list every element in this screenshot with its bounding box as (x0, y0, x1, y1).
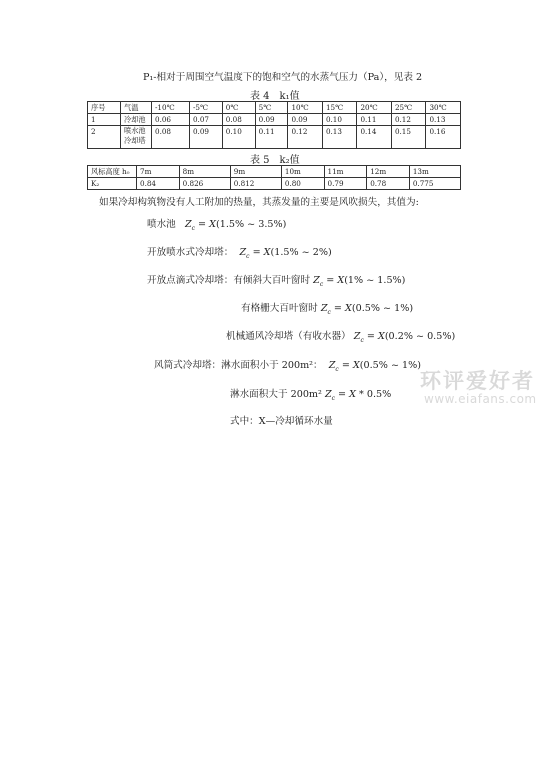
table4-header-cell: 20℃ (357, 102, 392, 114)
table-cell: 1 (88, 114, 121, 126)
formula-label: 淋水面积大于 200m² (230, 389, 322, 400)
table4-header-cell: 5℃ (255, 102, 288, 114)
table-cell: 0.12 (288, 126, 323, 149)
table-cell: 0.10 (322, 114, 357, 126)
table-row (88, 178, 461, 190)
formula-expr: * 0.5% (355, 389, 392, 400)
table4-header-cell: 0℃ (222, 102, 255, 114)
formula-expr: (0.5% ~ 1%) (351, 303, 414, 314)
formula-expr: (1% ~ 1.5%) (344, 275, 406, 286)
table-cell: 0.16 (426, 126, 461, 149)
table-cell: 0.10 (222, 126, 255, 149)
formula-label: 开放点滴式冷却塔：有倾斜大百叶窗时 (147, 275, 311, 286)
table4-header-cell: 气温 (121, 102, 152, 114)
formula-line (147, 272, 405, 288)
table4 (87, 101, 461, 149)
formula-lhs: $Z_c = X$ (353, 331, 385, 344)
table4-header-cell: 30℃ (426, 102, 461, 114)
table4-header-row (88, 102, 461, 114)
formula-label: 开放喷水式冷却塔： (147, 247, 234, 258)
formula-line (241, 300, 413, 316)
watermark-url: www.eiafans.com (424, 392, 537, 406)
table-cell: 0.08 (152, 126, 190, 149)
table-cell: 0.11 (255, 126, 288, 149)
table-cell: 0.09 (255, 114, 288, 126)
watermark-title: 环评爱好者 (420, 369, 535, 393)
table5-header-cell: 12m (367, 166, 410, 178)
table-cell: 0.06 (152, 114, 190, 126)
table-row (88, 114, 461, 126)
formula-label: 有格栅大百叶窗时 (241, 303, 318, 314)
formula-lhs: $Z_c = X$ (184, 219, 216, 232)
table-cell: 喷水池 冷却塔 (121, 126, 152, 149)
table4-caption: 表 4 k₁值 (250, 91, 300, 102)
formula-line (226, 328, 455, 344)
formula-expr: (1.5% ~ 3.5%) (215, 219, 287, 230)
formula-expr: (0.5% ~ 1%) (359, 360, 421, 371)
formula-lhs: $Z_c = X$ (313, 275, 345, 288)
note-line: 式中：X—冷却循环水量 (230, 416, 333, 427)
table-cell: 0.09 (288, 114, 323, 126)
table4-header-cell: -5℃ (189, 102, 222, 114)
formula-expr: (0.2% ~ 0.5%) (384, 331, 456, 342)
table4-header-cell: -10℃ (152, 102, 190, 114)
table4-header-cell: 15℃ (322, 102, 357, 114)
table5-header-cell: 风标高度 h₀ (88, 166, 137, 178)
table-cell: 0.15 (391, 126, 426, 149)
formula-label: 机械通风冷却塔（有收水器） (226, 331, 351, 342)
table-cell: 0.13 (322, 126, 357, 149)
table-cell: 0.09 (189, 126, 222, 149)
paragraph: 如果冷却构筑物没有人工附加的热量，其蒸发量的主要是风吹损失，其值为: (99, 197, 419, 208)
table5-header-cell: 9m (230, 166, 281, 178)
table-cell: 0.07 (189, 114, 222, 126)
formula-lhs: $Z_c = X$ (328, 360, 360, 373)
formula-label: 风筒式冷却塔：淋水面积小于 200m²： (154, 360, 323, 371)
table-cell: 0.14 (357, 126, 392, 149)
table-cell: 0.78 (367, 178, 410, 190)
table-cell: 0.13 (426, 114, 461, 126)
table-cell: 0.84 (137, 178, 180, 190)
table-cell: 0.80 (281, 178, 324, 190)
formula-label: 喷水池 (147, 219, 176, 230)
table5-header-cell: 13m (409, 166, 460, 178)
table-cell: 2 (88, 126, 121, 149)
table-cell: 0.11 (357, 114, 392, 126)
formula-lhs: $Z_c = X$ (320, 303, 352, 316)
table-cell: 冷却池 (121, 114, 152, 126)
table5-header-cell: 10m (281, 166, 324, 178)
formula-expr: (1.5% ~ 2%) (270, 247, 332, 258)
table5-header-row (88, 166, 461, 178)
table-cell: 0.826 (179, 178, 230, 190)
table5-header-cell: 11m (324, 166, 367, 178)
formula-line (230, 386, 391, 402)
table-cell: 0.775 (409, 178, 460, 190)
table5-header-cell: 7m (137, 166, 180, 178)
table4-header-cell: 序号 (88, 102, 121, 114)
table4-header-cell: 25℃ (391, 102, 426, 114)
formula-line (147, 244, 332, 260)
formula-line (147, 216, 286, 232)
formula-line (154, 357, 421, 373)
table-cell: 0.79 (324, 178, 367, 190)
intro-line: P₁-相对于周围空气温度下的饱和空气的水蒸气压力（Pa），见表 2 (143, 72, 423, 83)
table-cell: 0.12 (391, 114, 426, 126)
formula-lhs: $Z_c = X$ (239, 247, 271, 260)
table-cell: K₂ (88, 178, 137, 190)
table-row (88, 126, 461, 149)
table-cell: 0.08 (222, 114, 255, 126)
table4-header-cell: 10℃ (288, 102, 323, 114)
table-cell: 0.812 (230, 178, 281, 190)
table5-header-cell: 8m (179, 166, 230, 178)
table5 (87, 165, 461, 190)
formula-lhs: $Z_c = X$ (324, 389, 356, 402)
table5-caption: 表 5 k₂值 (250, 155, 300, 166)
